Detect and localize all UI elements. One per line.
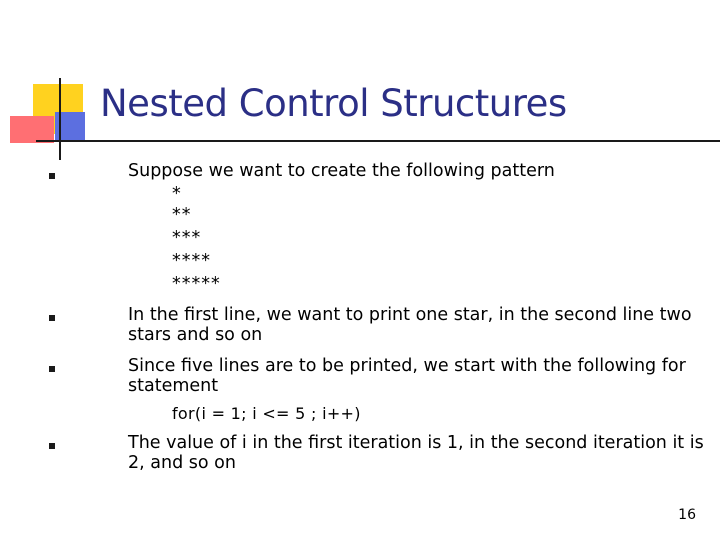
bullet-text-4: The value of i in the first iteration is 1, in the second iteration it is 2, and so on: [128, 433, 704, 473]
logo-vertical-line: [59, 78, 61, 160]
bullet-marker: [49, 366, 55, 372]
pattern-line-1: *: [172, 184, 182, 204]
code-for-statement: for(i = 1; i <= 5 ; i++): [172, 404, 361, 423]
bullet-text-3: Since five lines are to be printed, we start with the following for statement: [128, 356, 686, 396]
pattern-line-2: **: [172, 205, 192, 225]
bullet-text-2: In the first line, we want to print one star, in the second line two stars and so on: [128, 305, 692, 345]
bullet-text-1: Suppose we want to create the following pattern: [128, 161, 555, 181]
page-number: 16: [678, 507, 696, 523]
pattern-line-4: ****: [172, 251, 211, 271]
title-underline: [36, 140, 720, 142]
pattern-line-3: ***: [172, 228, 202, 248]
pattern-line-5: *****: [172, 274, 221, 294]
slide-title: Nested Control Structures: [100, 82, 567, 125]
bullet-marker: [49, 443, 55, 449]
bullet-marker: [49, 315, 55, 321]
bullet-marker: [49, 173, 55, 179]
logo-red-block: [10, 116, 54, 143]
